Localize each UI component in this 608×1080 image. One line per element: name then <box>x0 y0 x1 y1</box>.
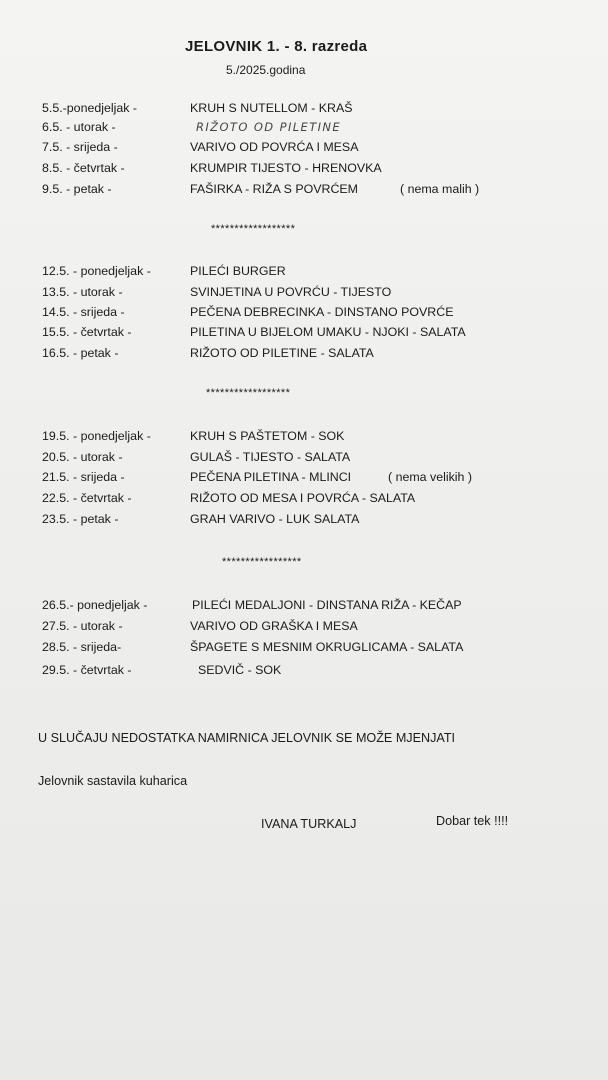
menu-meal: PILETINA U BIJELOM UMAKU - NJOKI - SALATA <box>190 325 466 339</box>
menu-meal-handwritten: RIŽOTO OD PILETINE <box>196 120 342 134</box>
author-name: IVANA TURKALJ <box>261 817 357 831</box>
separator: ****************** <box>211 223 296 235</box>
menu-meal: RIŽOTO OD MESA I POVRĆA - SALATA <box>190 491 416 505</box>
closing-text: Dobar tek !!!! <box>436 814 509 828</box>
menu-day: 20.5. - utorak - <box>42 450 123 464</box>
notice-text: U SLUČAJU NEDOSTATKA NAMIRNICA JELOVNIK SE MOŽE MJENJATI <box>38 731 456 745</box>
separator: ***************** <box>222 556 302 568</box>
menu-day: 12.5. - ponedjeljak - <box>42 264 151 278</box>
menu-day: 22.5. - četvrtak - <box>42 491 132 505</box>
separator: ****************** <box>206 387 291 399</box>
menu-note: ( nema malih ) <box>400 182 480 196</box>
menu-meal: VARIVO OD POVRĆA I MESA <box>190 140 359 154</box>
menu-meal: PEČENA PILETINA - MLINCI <box>190 470 352 484</box>
menu-meal: VARIVO OD GRAŠKA I MESA <box>190 619 358 633</box>
menu-meal: PEČENA DEBRECINKA - DINSTANO POVRĆE <box>190 305 454 319</box>
menu-day: 23.5. - petak - <box>42 512 119 526</box>
menu-meal: KRUH S PAŠTETOM - SOK <box>190 429 345 443</box>
menu-meal: KRUH S NUTELLOM - KRAŠ <box>190 101 353 115</box>
menu-day: 21.5. - srijeda - <box>42 470 125 484</box>
document-subtitle: 5./2025.godina <box>226 63 306 77</box>
menu-meal: ŠPAGETE S MESNIM OKRUGLICAMA - SALATA <box>190 640 464 654</box>
author-label: Jelovnik sastavila kuharica <box>38 774 188 788</box>
menu-meal: GRAH VARIVO - LUK SALATA <box>190 512 360 526</box>
menu-day: 6.5. - utorak - <box>42 120 116 134</box>
menu-day: 27.5. - utorak - <box>42 619 123 633</box>
document-title: JELOVNIK 1. - 8. razreda <box>185 38 368 55</box>
menu-day: 9.5. - petak - <box>42 182 112 196</box>
menu-day: 28.5. - srijeda- <box>42 640 122 654</box>
menu-meal: FAŠIRKA - RIŽA S POVRĆEM <box>190 182 358 196</box>
menu-meal: SVINJETINA U POVRĆU - TIJESTO <box>190 285 392 299</box>
menu-day: 5.5.-ponedjeljak - <box>42 101 138 115</box>
menu-note: ( nema velikih ) <box>388 470 473 484</box>
menu-day: 19.5. - ponedjeljak - <box>42 429 151 443</box>
menu-day: 15.5. - četvrtak - <box>42 325 132 339</box>
menu-meal: RIŽOTO OD PILETINE - SALATA <box>190 346 374 360</box>
menu-day: 8.5. - četvrtak - <box>42 161 125 175</box>
menu-meal: KRUMPIR TIJESTO - HRENOVKA <box>190 161 382 175</box>
menu-meal: PILEĆI BURGER <box>190 264 286 278</box>
menu-day: 14.5. - srijeda - <box>42 305 125 319</box>
menu-meal: PILEĆI MEDALJONI - DINSTANA RIŽA - KEČAP <box>192 598 462 612</box>
menu-meal: SEDVIČ - SOK <box>198 663 282 677</box>
menu-day: 29.5. - četvrtak - <box>42 663 132 677</box>
menu-day: 7.5. - srijeda - <box>42 140 118 154</box>
menu-day: 16.5. - petak - <box>42 346 119 360</box>
menu-day: 13.5. - utorak - <box>42 285 123 299</box>
menu-day: 26.5.- ponedjeljak - <box>42 598 148 612</box>
menu-meal: GULAŠ - TIJESTO - SALATA <box>190 450 351 464</box>
